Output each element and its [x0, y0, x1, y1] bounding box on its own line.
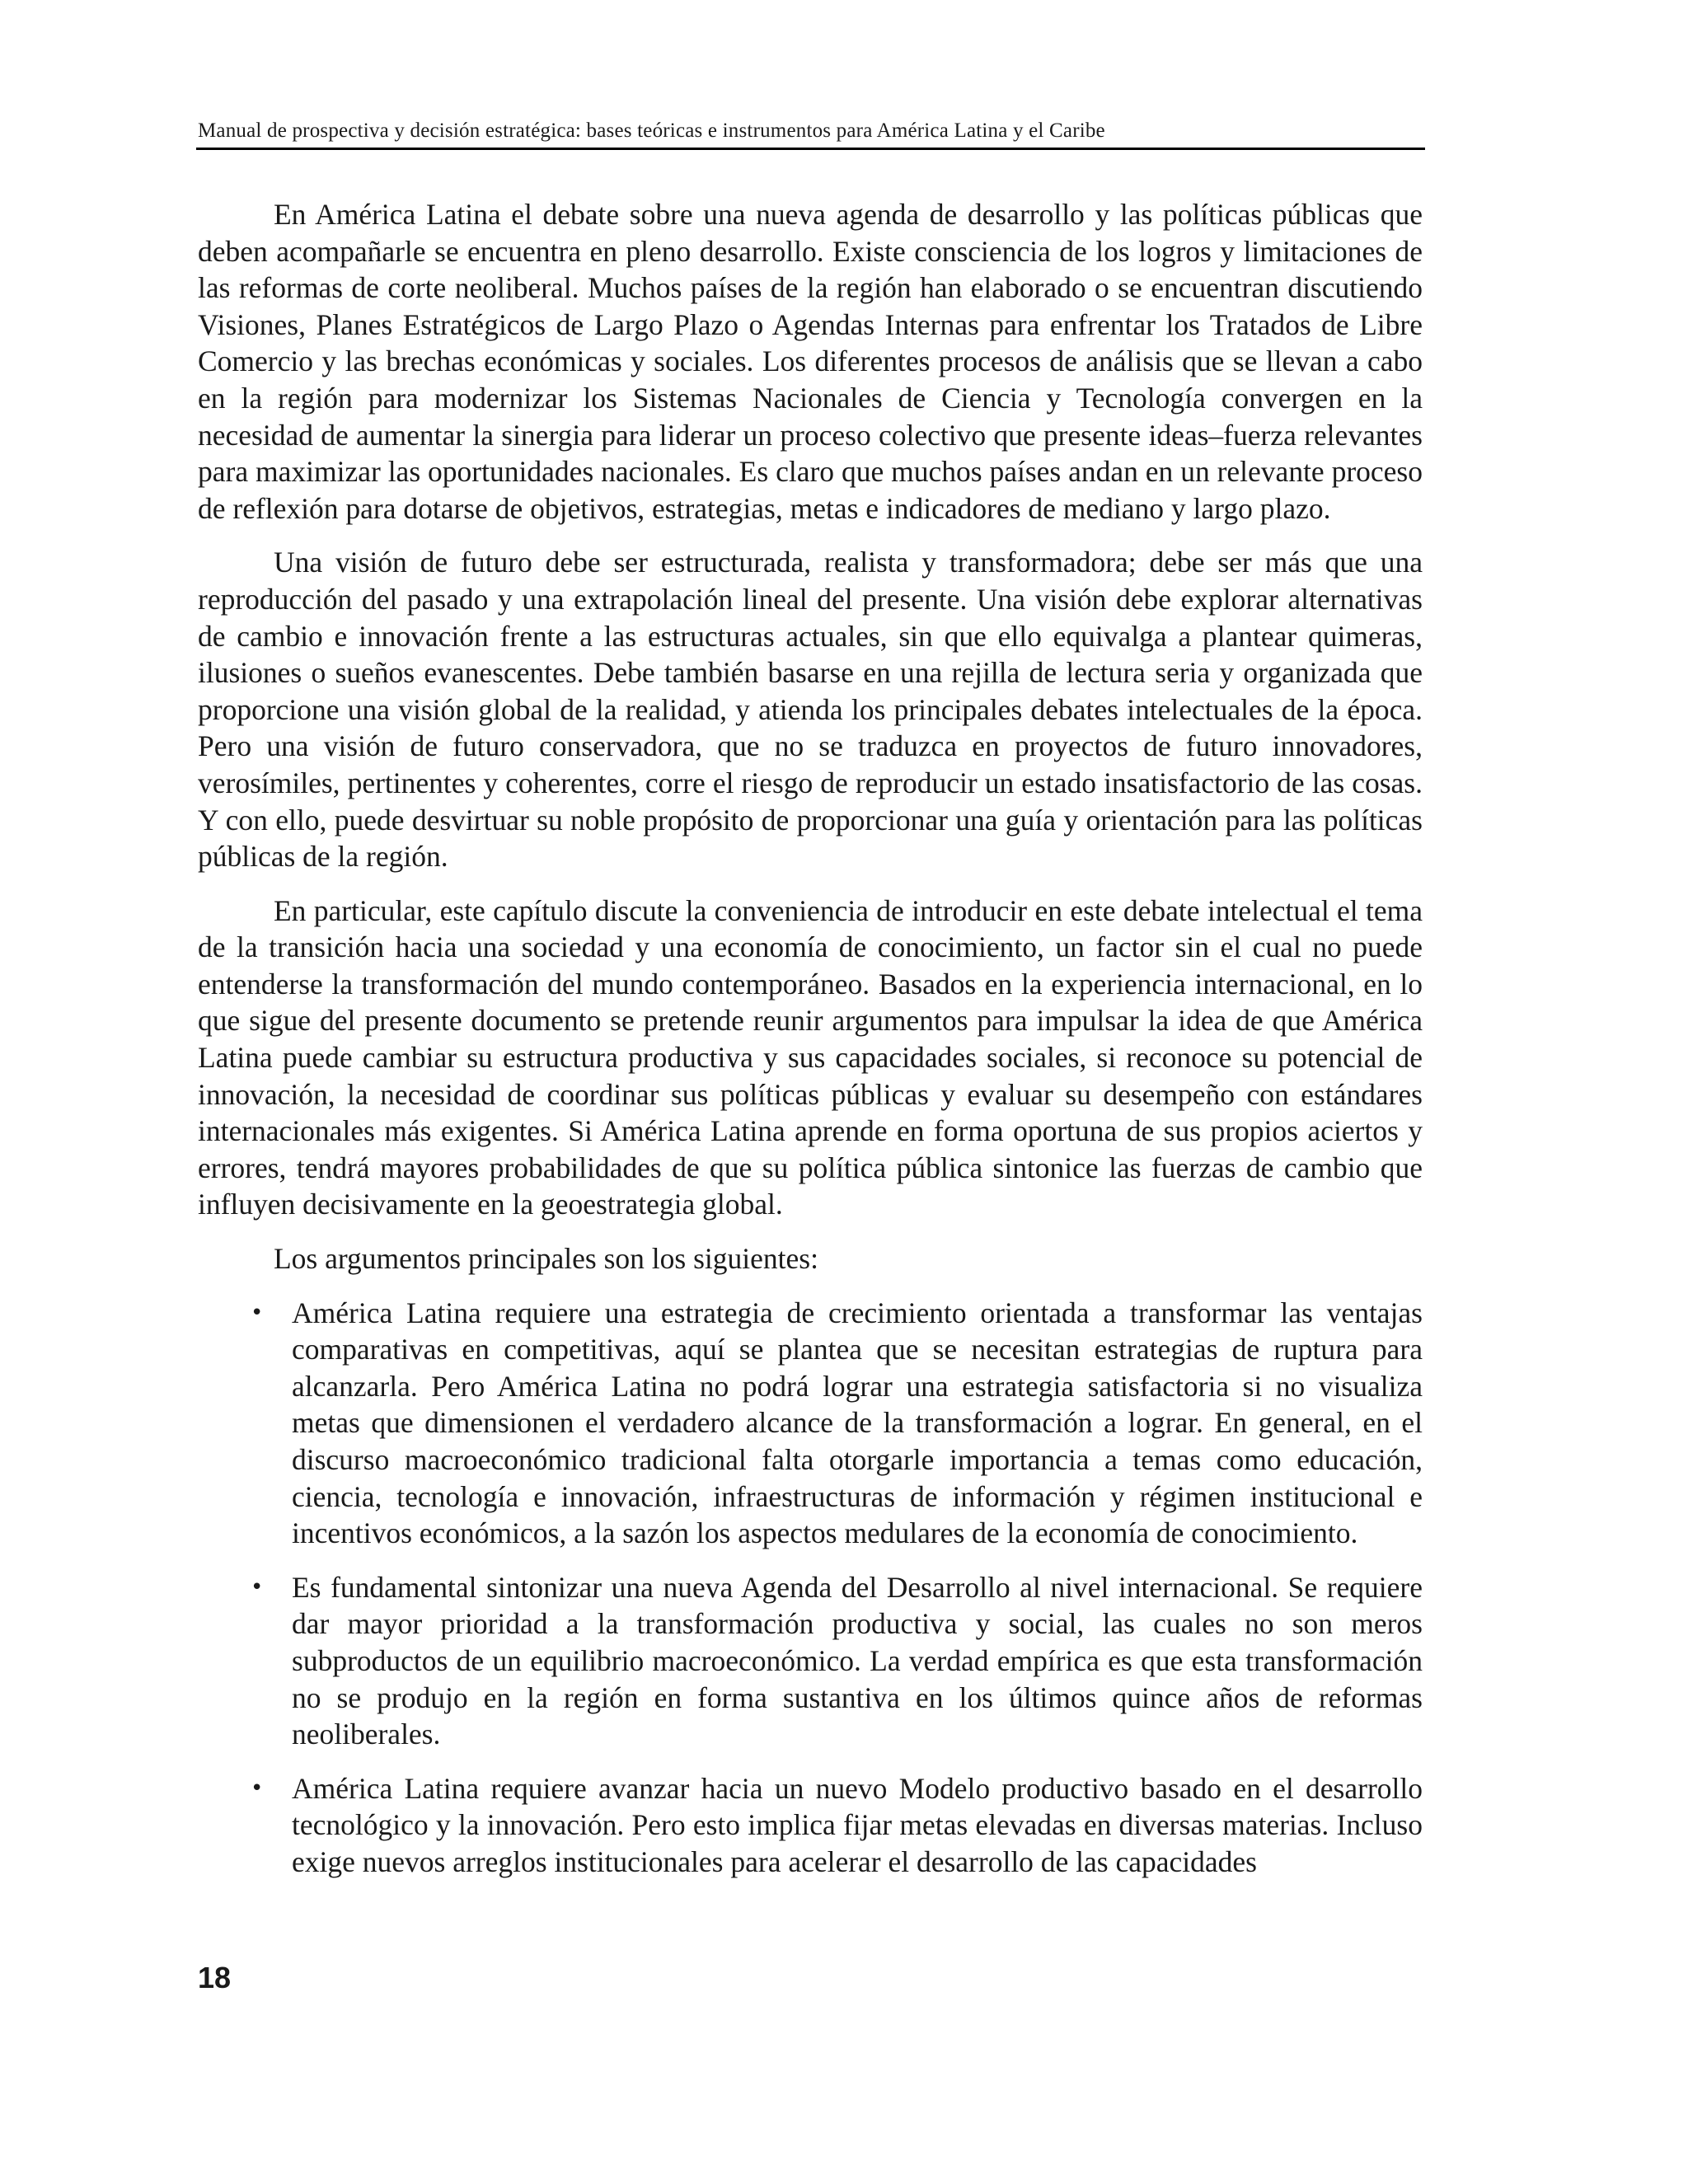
paragraph: Los argumentos principales son los siguientes: — [274, 1242, 818, 1276]
list-item — [198, 1569, 1423, 1753]
list-item-text: Es fundamental sintonizar una nueva Agenda del Desarrollo al nivel internacional. Se requiere dar mayor prioridad a la transformación productiva y social, las cuales no son meros subproductos de un equilibrio macroeconómico. La verdad empírica es que esta transformación no se produjo en la región en forma sustantiva en los últimos quince años de reformas neoliberales. — [292, 1570, 1423, 1751]
header-rule — [196, 148, 1425, 150]
bullet-icon: • — [251, 1775, 264, 1801]
bullet-icon: • — [251, 1574, 264, 1600]
body-text — [198, 196, 1423, 1898]
running-header: Manual de prospectiva y decisión estratégica: bases teóricas e instrumentos para América Latina y el Caribe — [198, 120, 1105, 142]
paragraph: En América Latina el debate sobre una nueva agenda de desarrollo y las políticas públicas que deben acompañarle se encuentra en pleno desarrollo. Existe consciencia de los logros y limitaciones de las reformas de corte neoliberal. Muchos países de la región han elaborado o se encuentran discutiendo Visiones, Planes Estratégicos de Largo Plazo o Agendas Internas para enfrentar los Tratados de Libre Comercio y las brechas económicas y sociales. Los diferentes procesos de análisis que se llevan a cabo en la región para modernizar los Sistemas Nacionales de Ciencia y Tecnología convergen en la necesidad de aumentar la sinergia para liderar un proceso colectivo que presente ideas–fuerza relevantes para maximizar las oportunidades nacionales. Es claro que muchos países andan en un relevante proceso de reflexión para dotarse de objetivos, estrategias, metas e indicadores de mediano y largo plazo. — [198, 198, 1423, 525]
list-item-text: América Latina requiere avanzar hacia un nuevo Modelo productivo basado en el desarrollo tecnológico y la innovación. Pero esto implica fijar metas elevadas en diversas materias. Incluso exige nuevos arreglos institucionales para acelerar el desarrollo de las capacidades — [292, 1771, 1423, 1878]
bullet-icon: • — [251, 1300, 264, 1325]
list-item-text: América Latina requiere una estrategia de crecimiento orientada a transformar las ventajas comparativas en competitivas, aquí se plantea que se necesitan estrategias de ruptura para alcanzarla. Pero América Latina no podrá lograr una estrategia satisfactoria si no visualiza metas que dimensionen el verdadero alcance de la transformación a lograr. En general, en el discurso macroeconómico tradicional falta otorgarle importancia a temas como educación, ciencia, tecnología e innovación, infraestructuras de información y régimen institucional e incentivos económicos, a la sazón los aspectos medulares de la economía de conocimiento. — [292, 1296, 1423, 1550]
list-item — [198, 1295, 1423, 1552]
page-number: 18 — [198, 1961, 232, 1994]
paragraph: En particular, este capítulo discute la conveniencia de introducir en este debate intelectual el tema de la transición hacia una sociedad y una economía de conocimiento, un factor sin el cual no puede entenderse la transformación del mundo contemporáneo. Basados en la experiencia internacional, en lo que sigue del presente documento se pretende reunir argumentos para impulsar la idea de que América Latina puede cambiar su estructura productiva y sus capacidades sociales, si reconoce su potencial de innovación, la necesidad de coordinar sus políticas públicas y evaluar su desempeño con estándares internacionales más exigentes. Si América Latina aprende en forma oportuna de sus propios aciertos y errores, tendrá mayores probabilidades de que su política pública sintonice las fuerzas de cambio que influyen decisivamente en la geoestrategia global. — [198, 893, 1423, 1221]
paragraph: Una visión de futuro debe ser estructurada, realista y transformadora; debe ser más que una reproducción del pasado y una extrapolación lineal del presente. Una visión debe explorar alternativas de cambio e innovación frente a las estructuras actuales, sin que ello equivalga a plantear quimeras, ilusiones o sueños evanescentes. Debe también basarse en una rejilla de lectura seria y organizada que proporcione una visión global de la realidad, y atienda los principales debates intelectuales de la época. Pero una visión de futuro conservadora, que no se traduzca en proyectos de futuro innovadores, verosímiles, pertinentes y coherentes, corre el riesgo de reproducir un estado insatisfactorio de las cosas. Y con ello, puede desvirtuar su noble propósito de proporcionar una guía y orientación para las políticas públicas de la región. — [198, 546, 1423, 874]
list-item — [198, 1770, 1423, 1881]
argument-list — [198, 1295, 1423, 1881]
